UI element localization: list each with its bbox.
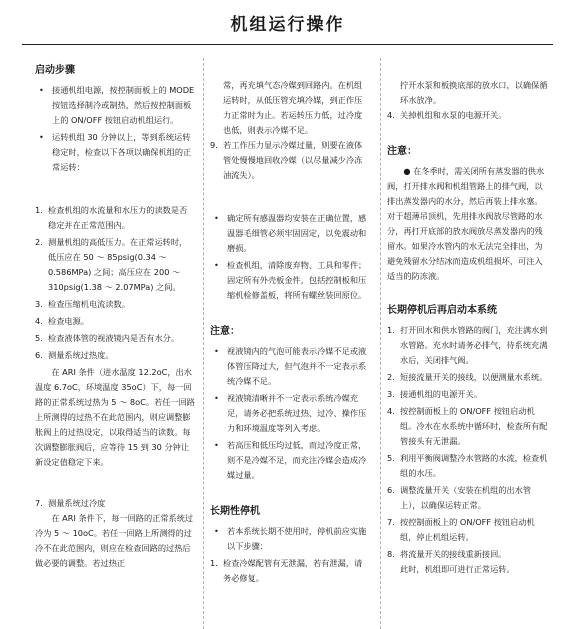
superheat-paragraph: 在 ARI 条件（进水温度 12.2oC，出水温度 6.7oC，环境温度 35oC）下，每一回路的正常系统过热为 5 ～ 8oC。若任一回路上所测得的过热不在此范围内，则应调整膨胀阀上的过热设定，以取得适当的读数。每次调整膨胀阀后，应等待 15 到 30 分钟让新设定值稳定下来。 [35, 367, 195, 467]
list-item: • 视液镜内的气泡可能表示冷媒不足或液体管压降过大，但气泡并不一定表示系统冷媒不足。 [214, 346, 367, 386]
list-item: • 视液镜清晰并不一定表示系统冷媒充足，请务必把系统过热、过冷、操作压力和环境温度等列入考虑。 [214, 393, 367, 433]
subcool-paragraph: 在 ARI 条件下，每一回路的正常系统过冷为 5 ～ 10oC。若任一回路上所测得的过冷不在此范围内，则应在检查回路的过热后做必要的调整。若过热正 [35, 513, 194, 568]
column-right [387, 58, 549, 629]
list-item: 2. 短接流量开关的接线，以便测量水系统。 [387, 372, 548, 382]
bullet-marker: • [214, 526, 219, 536]
bullet-marker: • [39, 132, 44, 142]
list-item: 7. 测量系统过冷度 [35, 498, 106, 508]
list-item: 6. 调整流量开关（安装在机组的出水管上），以确保运转正常。 [387, 485, 532, 510]
startup-heading: 启动步骤 [35, 65, 75, 76]
list-item: 9. 若工作压力显示冷媒过量，则要在液体管处慢慢地回收冷媒（以尽量减少冷冻油流失）。 [210, 140, 363, 180]
list-item: • 接通机组电源，按控制面板上的 MODE 按钮选择制冷或制热，然后按控制面板上的 ON/OFF 按钮启动机组运行。 [39, 85, 195, 125]
restart-heading: 长期停机后再启动本系统 [387, 305, 497, 316]
note-heading: 注意： [387, 146, 417, 157]
list-item: • 检查机组，清除废弃物、工具和零件；固定所有外壳板金件，包括控制板和压缩机检修盖板，将所有螺丝装回原位。 [214, 260, 367, 300]
note-heading: 注意： [210, 326, 240, 337]
bullet-marker: • [214, 260, 219, 270]
column-middle [210, 58, 370, 629]
bullet-marker: • [214, 346, 219, 356]
bullet-marker: • [214, 440, 219, 450]
list-item: 4. 按控制面板上的 ON/OFF 按钮启动机组。冷水在水系统中循环时，检查所有配管接头有无泄漏。 [387, 406, 548, 446]
list-item: 4. 关掉机组和水泵的电源开关。 [387, 110, 507, 120]
list-item: • 确定所有感温器均安装在正确位置，感温器毛细管必须牢固固定，以免震动和磨损。 [214, 213, 367, 253]
continued-step: 拧开水泵和板换底部的放水口，以确保循环水放净。 [400, 80, 548, 105]
list-item: 1. 检查冷媒配管有无泄漏，若有泄漏，请务必修复。 [210, 558, 363, 583]
list-item: 3. 接通机组的电源开关。 [387, 389, 482, 399]
column-divider [380, 58, 381, 629]
bullet-marker: ● [403, 166, 411, 176]
list-item: 1. 检查机组的水流量和水压力的读数是否稳定并在正常范围内。 [35, 205, 188, 230]
list-item: • 若高压和低压均过低，而过冷度正常，则不是冷媒不足，而充注冷媒会造成冷媒过量。 [214, 440, 367, 480]
list-item: 7. 按控制面板上的 ON/OFF 按钮启动机组，停止机组运转。 [387, 517, 535, 542]
list-item: 5. 检查液体管的视液镜内是否有水分。 [35, 333, 180, 343]
list-item: 3. 检查压缩机电流读数。 [35, 299, 130, 309]
list-item: 5. 利用平衡阀调整冷水管路的水流，检查机组的水压。 [387, 453, 548, 478]
column-left [35, 58, 195, 629]
title-rule [22, 44, 553, 45]
list-item: 2. 测量机组的高低压力。在正常运转时，低压应在 50 ～ 85psig(0.34 ～ 0.586MPa) 之间；高压应在 200 ～ 310psig(1.38 ～ 2.07MPa) 之间。 [35, 237, 188, 292]
continued-paragraph: 常，再充填气态冷媒到回路内。在机组运转时，从低压管充填冷媒，到正作压力正常时为止。若运转压力低，过冷度也低，则表示冷媒不足。 [223, 80, 363, 135]
winter-note-paragraph: ● 在冬季时，需关闭所有蒸发器的供水阀，打开排水阀和机组管路上的排气阀，以排出蒸发器内的水分，然后再装上排水塞。对于超薄吊顶机，先用排水阀放尽管路的水分，再打开底部的放水阀放尽蒸发器内的残留水。如果冷水管内的水无法完全排出，为避免残留水分结冰而造成机组损坏，可注入适当的防冻液。 [387, 166, 545, 281]
final-text: 此时，机组即可进行正常运转。 [400, 564, 515, 574]
bullet-marker: • [39, 85, 44, 95]
list-item: 4. 检查电源。 [35, 316, 89, 326]
column-divider [203, 58, 204, 629]
list-item: • 运转机组 30 分钟以上，等到系统运转稳定时，检查以下各项以确保机组的正常运转： [39, 132, 192, 172]
list-item: 1. 打开回水和供水管路的阀门，充注满水到水管路。充水时请务必排气，待系统充满水后，关闭排气阀。 [387, 325, 548, 365]
page-title: 机组运行操作 [230, 15, 345, 35]
list-item: 8. 将流量开关的接线重新接回。 [387, 549, 507, 559]
bullet-marker: • [214, 393, 219, 403]
bullet-marker: • [214, 213, 219, 223]
shutdown-heading: 长期性停机 [210, 506, 260, 517]
list-item: • 若本系统长期不使用时，停机前应实施以下步骤： [214, 526, 367, 551]
list-item: 6. 测量系统过热度。 [35, 350, 114, 360]
